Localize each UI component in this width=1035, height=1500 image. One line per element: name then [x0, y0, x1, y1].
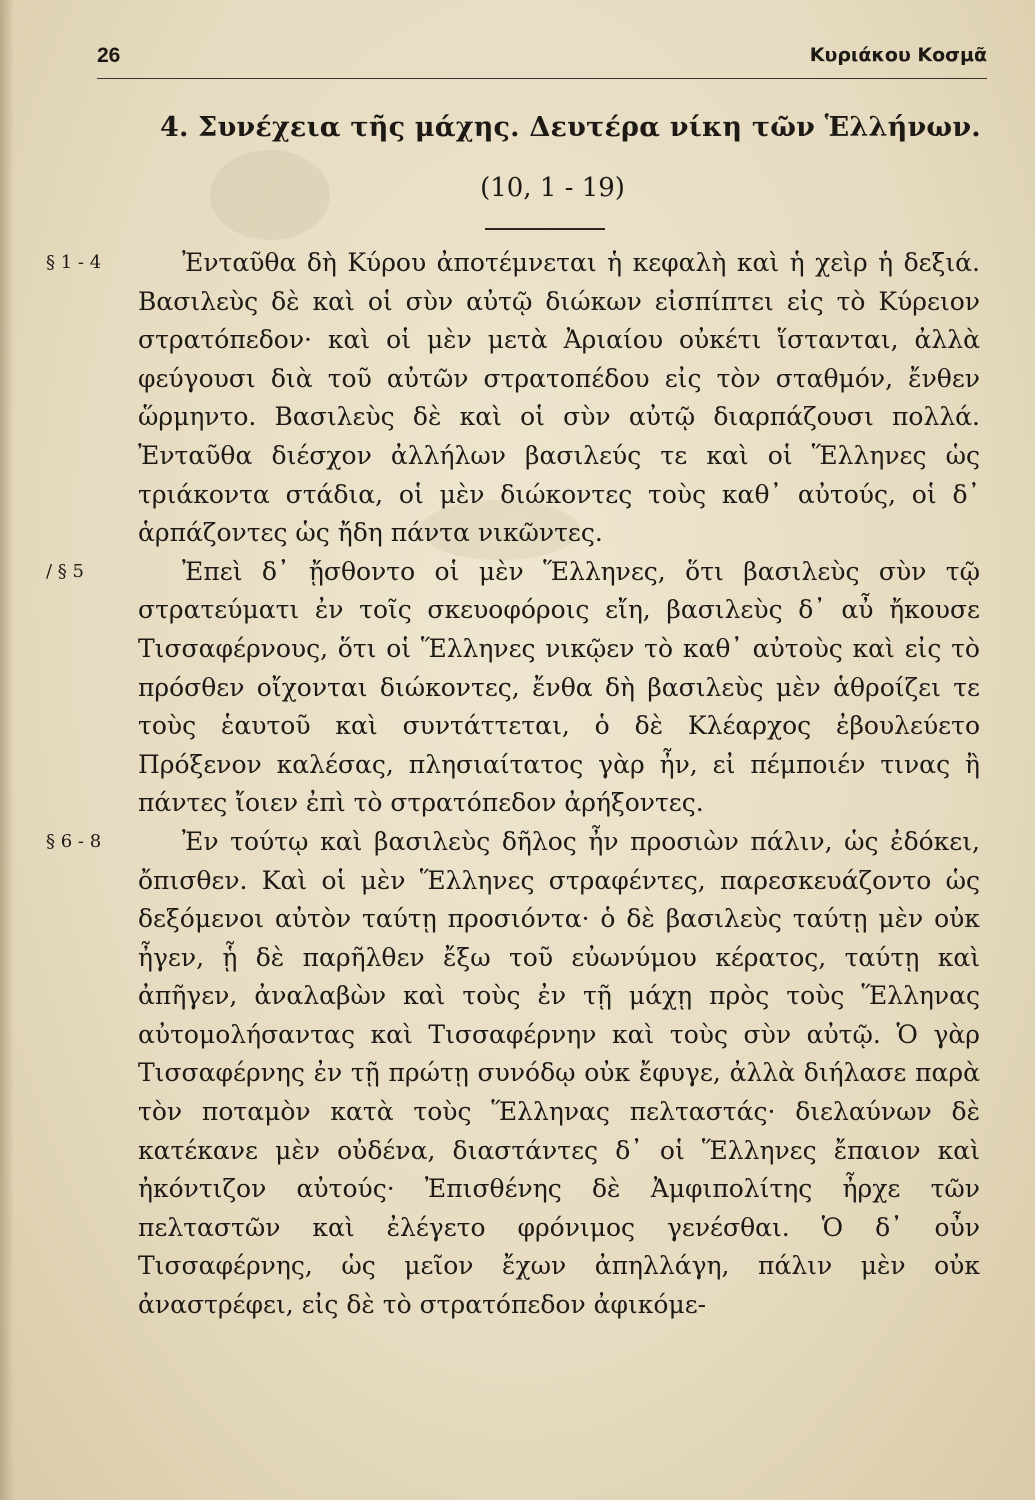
paragraph — [46, 244, 980, 553]
paragraph-text: Ἐνταῦθα δὴ Κύρου ἀποτέμνεται ἡ κεφαλὴ καὶ ἡ χεὶρ ἡ δεξιά. Βασιλεὺς δὲ καὶ οἱ σὺν αὐτῷ διώκων εἰσπίπτει εἰς τὸ Κύρειον στρατόπεδον· καὶ οἱ μὲν μετὰ Ἀριαίου οὐκέτι ἵστανται, ἀλλὰ φεύγουσι διὰ τοῦ αὐτῶν στρατοπέδου εἰς τὸν σταθμόν, ἔνθεν ὥρμηντο. Βασιλεὺς δὲ καὶ οἱ σὺν αὐτῷ διαρπάζουσι πολλά. Ἐνταῦθα διέσχον ἀλλήλων βασιλεύς τε καὶ οἱ Ἕλληνες ὡς τριάκοντα στάδια, οἱ μὲν διώκοντες τοὺς καθ᾽ αὐτούς, οἱ δ᾽ ἁρπάζοντες ὡς ἤδη πάντα νικῶντες. — [138, 248, 980, 548]
paragraph — [46, 553, 980, 823]
section-marker: § 1 - 4 — [46, 252, 102, 273]
header-rule — [97, 78, 987, 79]
paragraph — [46, 823, 980, 1325]
section-marker: / § 5 — [46, 560, 84, 582]
paragraph-text: Ἐπεὶ δ᾽ ᾔσθοντο οἱ μὲν Ἕλληνες, ὅτι βασιλεὺς σὺν τῷ στρατεύματι ἐν τοῖς σκευοφόροις εἴη, βασιλεὺς δ᾽ αὖ ἤκουσε Τισσαφέρνους, ὅτι οἱ Ἕλληνες νικῷεν τὸ καθ᾽ αὐτοὺς καὶ εἰς τὸ πρόσθεν οἴχονται διώκοντες, ἔνθα δὴ βασιλεὺς μὲν ἁθροίζει τε τοὺς ἑαυτοῦ καὶ συντάττεται, ὁ δὲ Κλέαρχος ἐβουλεύετο Πρόξενον καλέσας, πλησιαίτατος γὰρ ἦν, εἰ πέμποιέν τινας ἢ πάντες ἴοιεν ἐπὶ τὸ στρατόπεδον ἀρήξοντες. — [138, 556, 980, 818]
title-rule — [485, 228, 605, 230]
section-title: 4. Συνέχεια τῆς μάχης. Δευτέρα νίκη τῶν Ἑλλήνων. — [160, 112, 981, 143]
binding-shadow — [0, 0, 14, 1500]
section-reference: (10, 1 - 19) — [480, 173, 625, 203]
page-number: 26 — [97, 44, 121, 67]
running-head: Κυριάκου Κοσμᾶ — [809, 44, 987, 66]
body-text — [46, 244, 980, 1325]
section-marker: § 6 - 8 — [46, 830, 102, 852]
paragraph-text: Ἐν τούτῳ καὶ βασιλεὺς δῆλος ἦν προσιὼν πάλιν, ὡς ἐδόκει, ὄπισθεν. Καὶ οἱ μὲν Ἕλληνες στραφέντες, παρεσκευάζοντο ὡς δεξόμενοι αὐτὸν ταύτῃ προσιόντα· ὁ δὲ βασιλεὺς ταύτῃ μὲν οὐκ ἦγεν, ᾗ δὲ παρῆλθεν ἔξω τοῦ εὐωνύμου κέρατος, ταύτῃ καὶ ἀπῆγεν, ἀναλαβὼν καὶ τοὺς ἐν τῇ μάχῃ πρὸς τοὺς Ἕλληνας αὐτομολήσαντας καὶ Τισσαφέρνην καὶ τοὺς σὺν αὐτῷ. Ὁ γὰρ Τισσαφέρνης ἐν τῇ πρώτῃ συνόδῳ οὐκ ἔφυγε, ἀλλὰ διήλασε παρὰ τὸν ποταμὸν κατὰ τοὺς Ἕλληνας πελταστάς· διελαύνων δὲ κατέκανε μὲν οὐδένα, διαστάντες δ᾽ οἱ Ἕλληνες ἔπαιον καὶ ἠκόντιζον αὐτούς· Ἐπισθένης δὲ Ἀμφιπολίτης ἦρχε τῶν πελταστῶν καὶ ἐλέγετο φρόνιμος γενέσθαι. Ὁ δ᾽ οὖν Τισσαφέρνης, ὡς μεῖον ἔχων ἀπηλλάγη, πάλιν μὲν οὐκ ἀναστρέφει, εἰς δὲ τὸ στρατόπεδον ἀφικόμε- — [138, 826, 980, 1320]
section-reference-row — [0, 173, 1035, 203]
